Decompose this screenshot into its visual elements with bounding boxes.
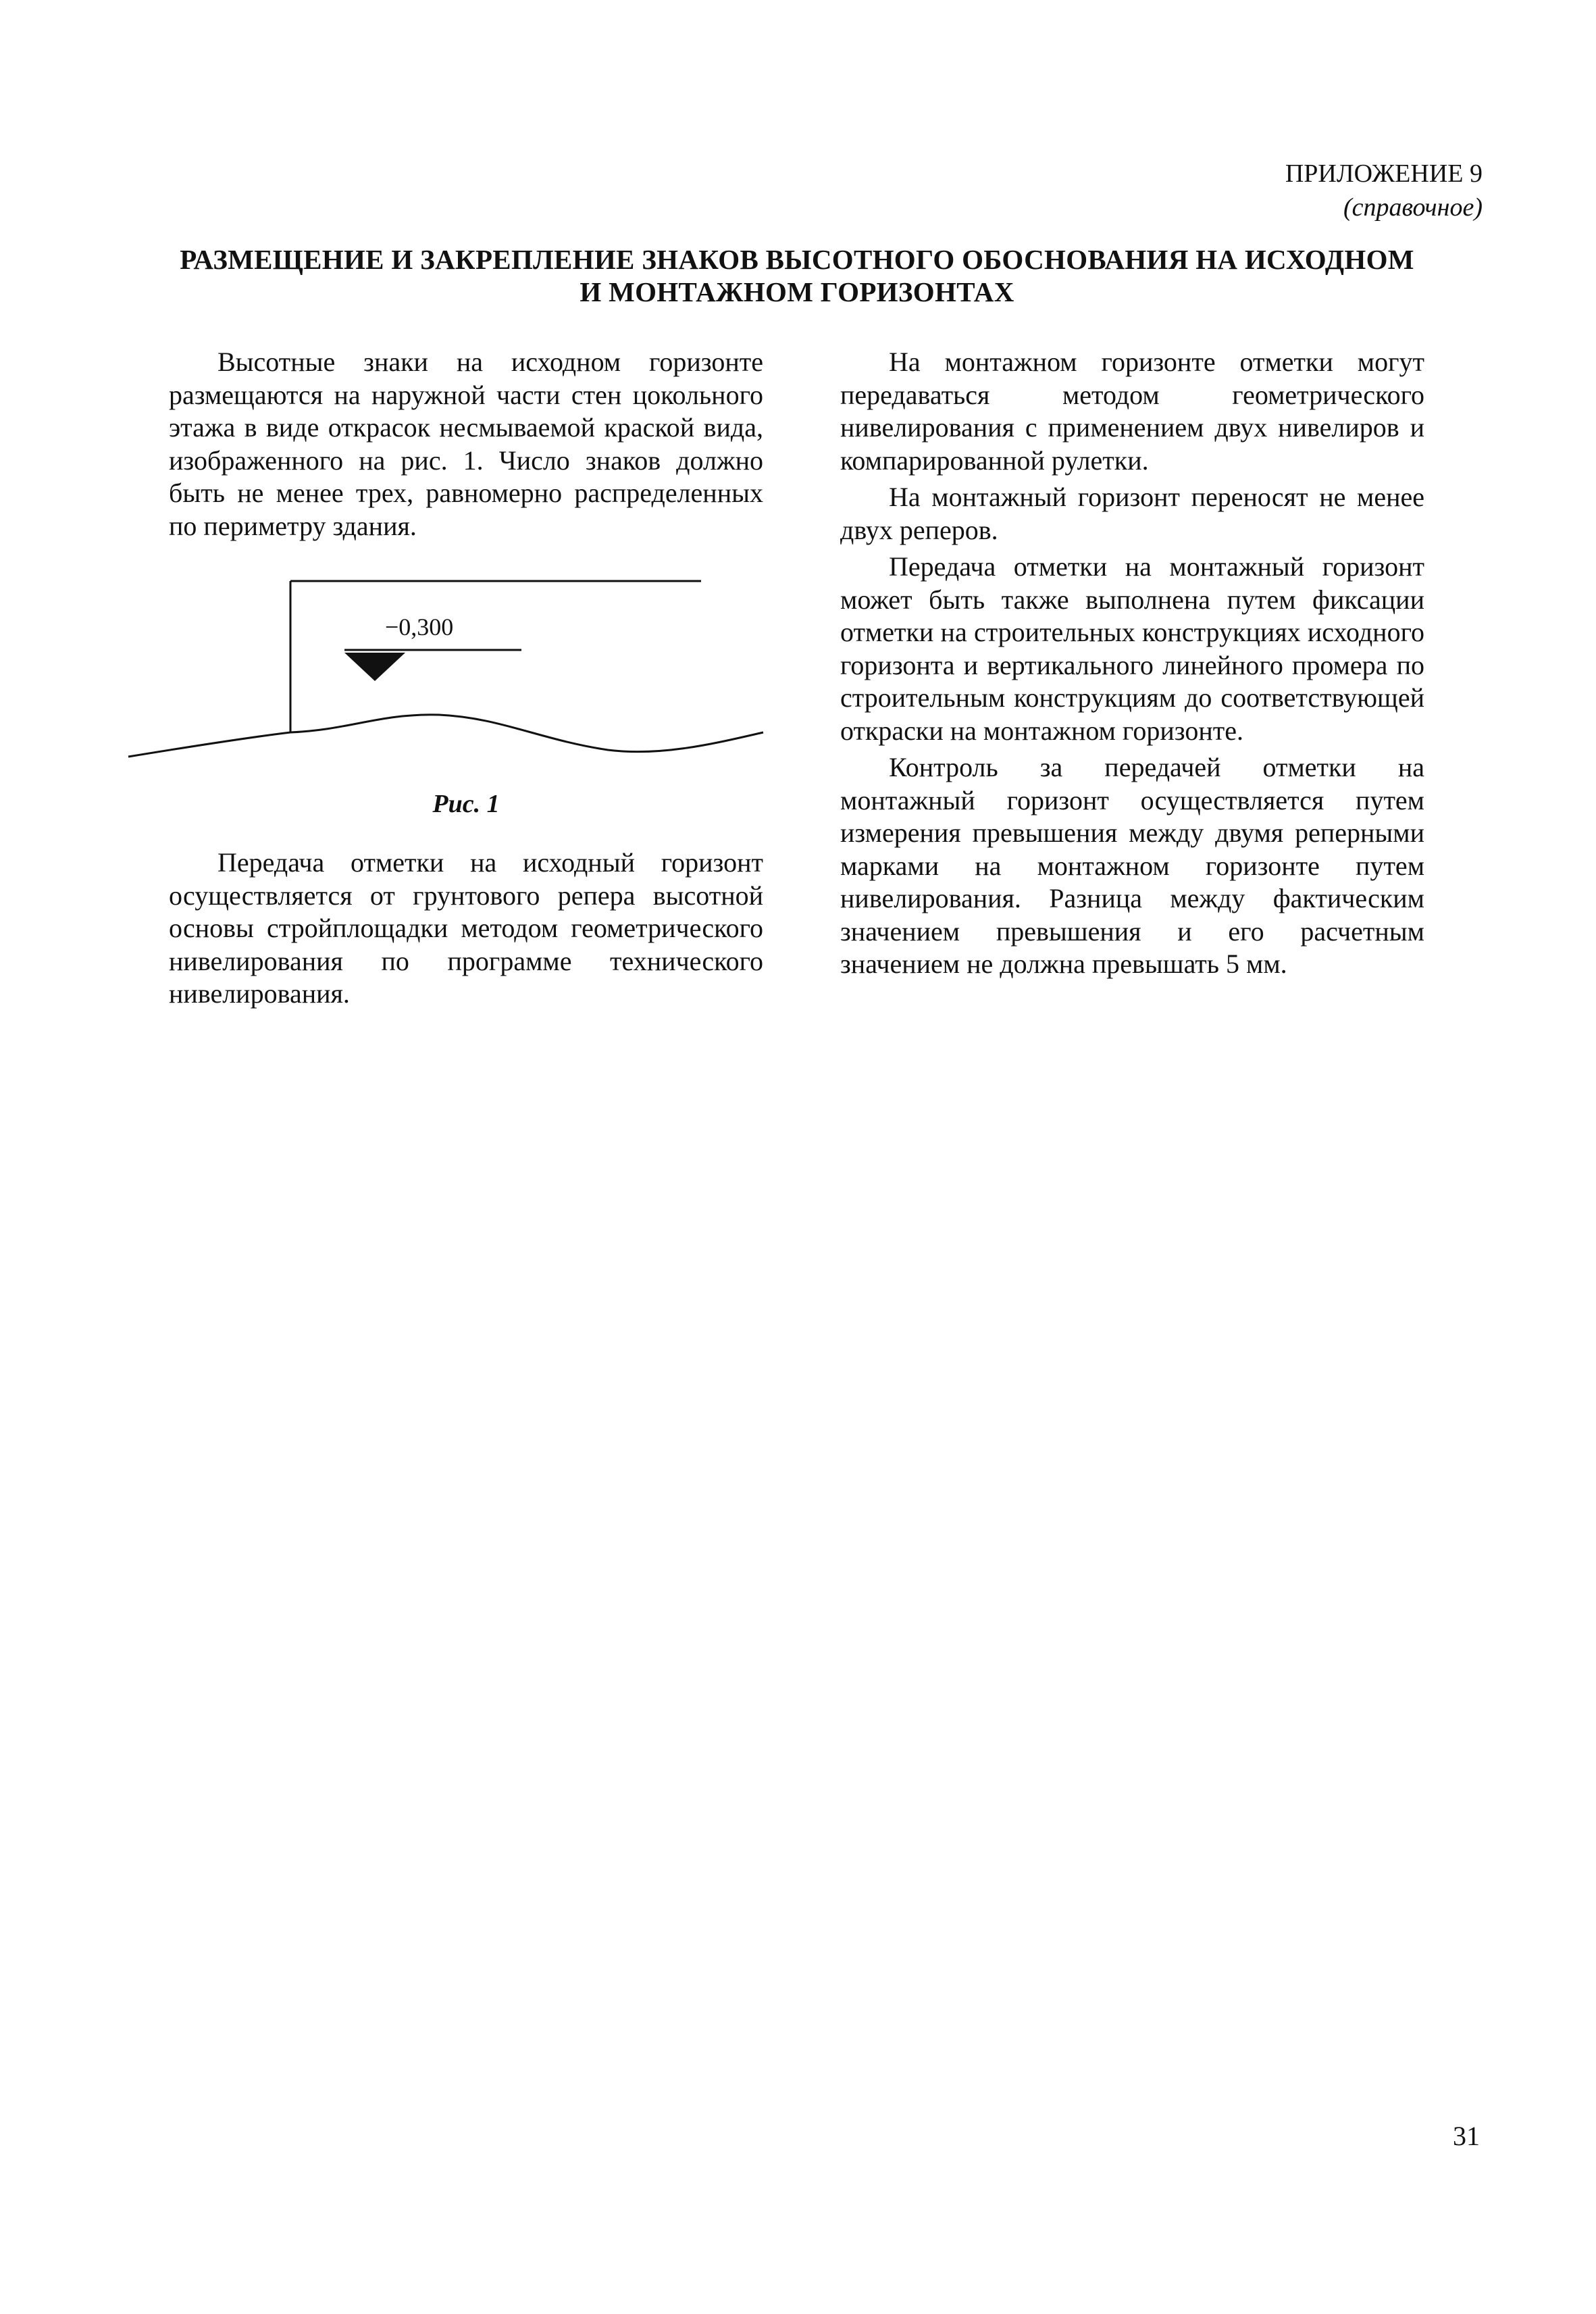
right-column (840, 346, 1424, 985)
right-paragraph-3: Передача отметки на монтажный горизонт может быть также выполнена путем фиксации отметки на строительных конструкциях исходного горизонта и вертикального линейного промера по строительным конструкциям до соответствующей открaски на монтажном горизонте. (840, 551, 1424, 746)
elevation-mark-label: −0,300 (385, 613, 454, 640)
appendix-header (1285, 157, 1483, 224)
right-paragraph-4: Контроль за передачей отметки на монтажный горизонт осуществляется путем измерения превышения между двумя реперными марками на монтажном горизонте путем нивелирования. Разница между фактическим значением превышения и его расчетным значением не должна превышать 5 мм. (840, 752, 1424, 979)
title-line-1: РАЗМЕЩЕНИЕ И ЗАКРЕПЛЕНИЕ ЗНАКОВ ВЫСОТНОГО ОБОСНОВАНИЯ НА ИСХОДНОМ (180, 244, 1414, 275)
right-paragraph-1: На монтажном горизонте отметки могут передаваться методом геометрического нивелирования с применением двух нивелиров и компарированной рулетки. (840, 347, 1424, 476)
ground-line (128, 715, 763, 757)
figure-caption: Рис. 1 (432, 790, 500, 818)
left-column (169, 346, 763, 547)
appendix-note: (справочное) (1343, 193, 1483, 222)
appendix-label: ПРИЛОЖЕНИЕ 9 (1285, 159, 1483, 188)
page-title (169, 243, 1425, 308)
left-column-lower (169, 847, 763, 1011)
page-number: 31 (1453, 2121, 1480, 2151)
right-paragraph-2: На монтажный горизонт переносят не менее двух реперов. (840, 482, 1424, 545)
elevation-mark-triangle-icon (344, 653, 405, 681)
left-paragraph-2: Передача отметки на исходный горизонт осуществляется от грунтового репера высотной основы стройплощадки методом геометрического нивелирования по программе технического нивелирования. (169, 847, 763, 1009)
figure-1 (122, 568, 770, 770)
title-line-2: И МОНТАЖНОМ ГОРИЗОНТАХ (580, 276, 1014, 307)
left-paragraph-1: Высотные знаки на исходном горизонте размещаются на наружной части стен цокольного этажа в виде открасок несмываемой краской вида, изображенного на рис. 1. Число знаков должно быть не менее трех, равномерно распределенных по периметру здания. (169, 347, 763, 541)
